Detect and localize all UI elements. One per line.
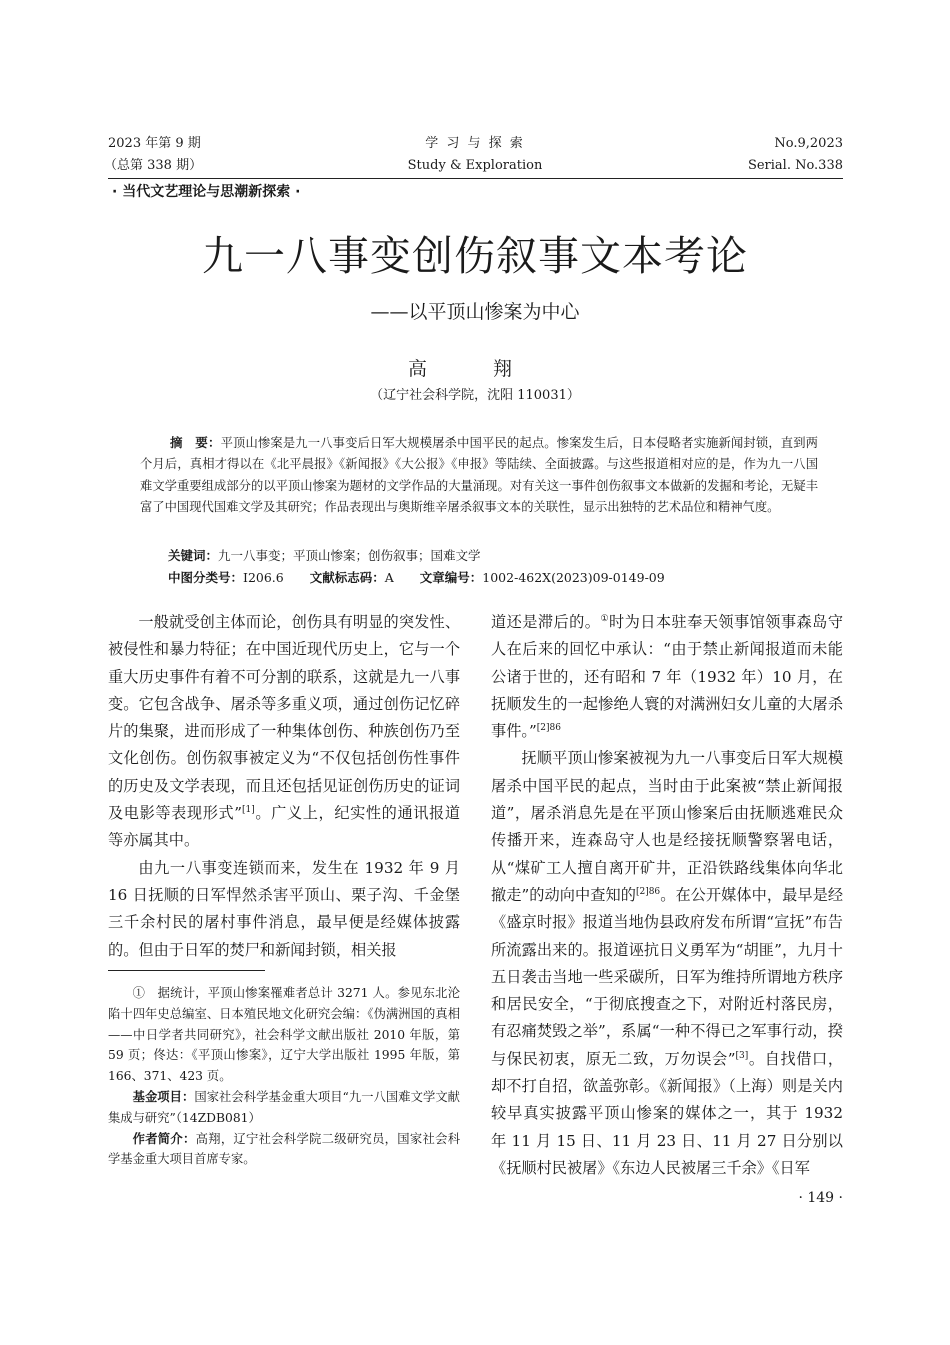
section-label: · 当代文艺理论与思潮新探索 · [112,184,301,200]
doc-code-label: 文献标志码： [309,570,385,585]
journal-serial-issue: （总第 338 期） [104,158,203,173]
article-number-value: 1002-462X(2023)09-0149-09 [482,570,665,585]
citation-ref: [3] [735,1050,749,1061]
keywords-label: 关键词： [168,548,219,563]
abstract-label: 摘 要： [170,435,221,450]
citation-ref: [2]86 [536,723,561,734]
abstract-text: 平顶山惨案是九一八事变后日军大规模屠杀中国平民的起点。惨案发生后，日本侵略者实施新闻封锁，直到两个月后，真相才得以在《北平晨报》《新闻报》《大公报》《申报》等陆续、全面披露。与这些报道相对应的是，作为九一八国难文学重要组成部分的以平顶山惨案为题材的文学作品的大量涌现。对有关这一事件创伤叙事文本做新的发掘和考论，无疑丰富了中国现代国难文学及其研究；作品表现出与奥斯维辛屠杀叙事文本的关联性，显示出独特的艺术品位和精神气度。 [140,436,818,514]
clc-value: I206.6 [243,570,284,585]
fund-note: 基金项目：国家社会科学基金重大项目“九一八国难文学文献集成与研究”（14ZDB081） [108,1089,460,1125]
journal-issue: 2023 年第 9 期 [108,136,201,151]
body-paragraph: 抚顺平顶山惨案被视为九一八事变后日军大规模屠杀中国平民的起点，当时由于此案被“禁止新闻报道”，屠杀消息先是在平顶山惨案后由抚顺逃难民众传播开来，连森岛守人也是经接抚顺警察署电话，从“煤矿工人擅自离开矿井，正沿铁路线集体向华北撤走”的动向中查知的$^{[2]86}$。在公开媒体中，最早是经《盛京时报》报道当地伪县政府发布所谓“宣抚”布告所流露出来的。报道诬抗日义勇军为“胡匪”，九月十五日袭击当地一些采碳所，日军为维持所谓地方秩序和居民安全，“于彻底搜查之下，对附近村落民房，有忍痛焚毁之举”，系属“一种不得已之军事行动，揆与保民初衷，原无二致，万勿误会”[3]。自找借口，却不打自招，欲盖弥彰。《新闻报》（上海）则是关内较早真实披露平顶山惨案的媒体之一，其于 1932 年 11 月 15 日、11 月 23 日、11 月 27 日分别以《抚顺村民被屠》《东边人民被屠三千余》《日军 [491,749,844,1177]
journal-name: 学 习 与 探 索 [425,136,525,151]
footnote-rule [108,970,265,971]
footnote-marker: ① [600,613,609,624]
article-title: 九一八事变创伤叙事文本考论 [202,232,748,280]
body-left-column [108,609,460,964]
journal-name-english: Study & Exploration [407,158,543,173]
footnote-1: ① 据统计，平顶山惨案罹难者总计 3271 人。参见东北沦陷十四年史总编室、日本殖民地文化研究会编：《伪满洲国的真相——中日学者共同研究》，社会科学文献出版社 2010 年版，第 59 页；佟达：《平顶山惨案》，辽宁大学出版社 1995 年版，第 166、371、423 页。 [108,986,460,1084]
classification-line [168,567,665,588]
author-bio-label: 作者简介： [132,1131,196,1146]
author-affiliation: （辽宁社会科学院，沈阳 110031） [370,388,580,403]
author-name: 高 翔 [407,358,543,380]
citation-ref: [1] [242,805,255,816]
body-paragraph: 道还是滞后的。①时为日本驻奉天领事馆领事森岛守人在后来的回忆中承认：“由于禁止新闻报道而未能公诸于世的，还有昭和 7 年（1932 年）10 月，在抚顺发生的一起惨绝人寰的对满洲妇女儿童的大屠杀事件。”$^{[2]86}$ [491,613,843,741]
header-rule [108,178,843,179]
body-paragraph: 一般就受创主体而论，创伤具有明显的突发性、被侵性和暴力特征；在中国近现代历史上，它与一个重大历史事件有着不可分割的联系，这就是九一八事变。它包含战争、屠杀等多重义项，通过创伤记忆碎片的集聚，进而形成了一种集体创伤、种族创伤乃至文化创伤。创伤叙事被定义为“不仅包括创伤性事件的历史及文学表现，而且还包括见证创伤历史的证词及电影等表现形式”[1]。广义上，纪实性的通讯报道等亦属其中。 [108,613,461,850]
clc-label: 中图分类号： [168,570,244,585]
keywords [168,545,481,566]
article-number-label: 文章编号： [419,570,483,585]
journal-number: No.9,2023 [774,136,843,151]
author-note: 作者简介：高翔，辽宁社会科学院二级研究员，国家社会科学基金重大项目首席专家。 [108,1131,460,1167]
citation-ref: [2]86 [635,886,661,897]
doc-code-value: A [384,570,394,585]
article-subtitle: ——以平顶山惨案为中心 [370,301,580,323]
journal-serial-number: Serial. No.338 [747,158,843,173]
keywords-text: 九一八事变；平顶山惨案；创伤叙事；国难文学 [218,548,481,563]
body-right-column [491,609,843,1182]
body-paragraph: 由九一八事变连锁而来，发生在 1932 年 9 月 16 日抚顺的日军悍然杀害平顶山、栗子沟、千金堡三千余村民的屠村事件消息，最早便是经媒体披露的。但由于日军的焚尸和新闻封锁，相关报 [108,858,460,959]
abstract [140,432,818,518]
fund-label: 基金项目： [132,1089,195,1104]
page-number: · 149 · [798,1190,843,1206]
footnotes [108,983,460,1170]
